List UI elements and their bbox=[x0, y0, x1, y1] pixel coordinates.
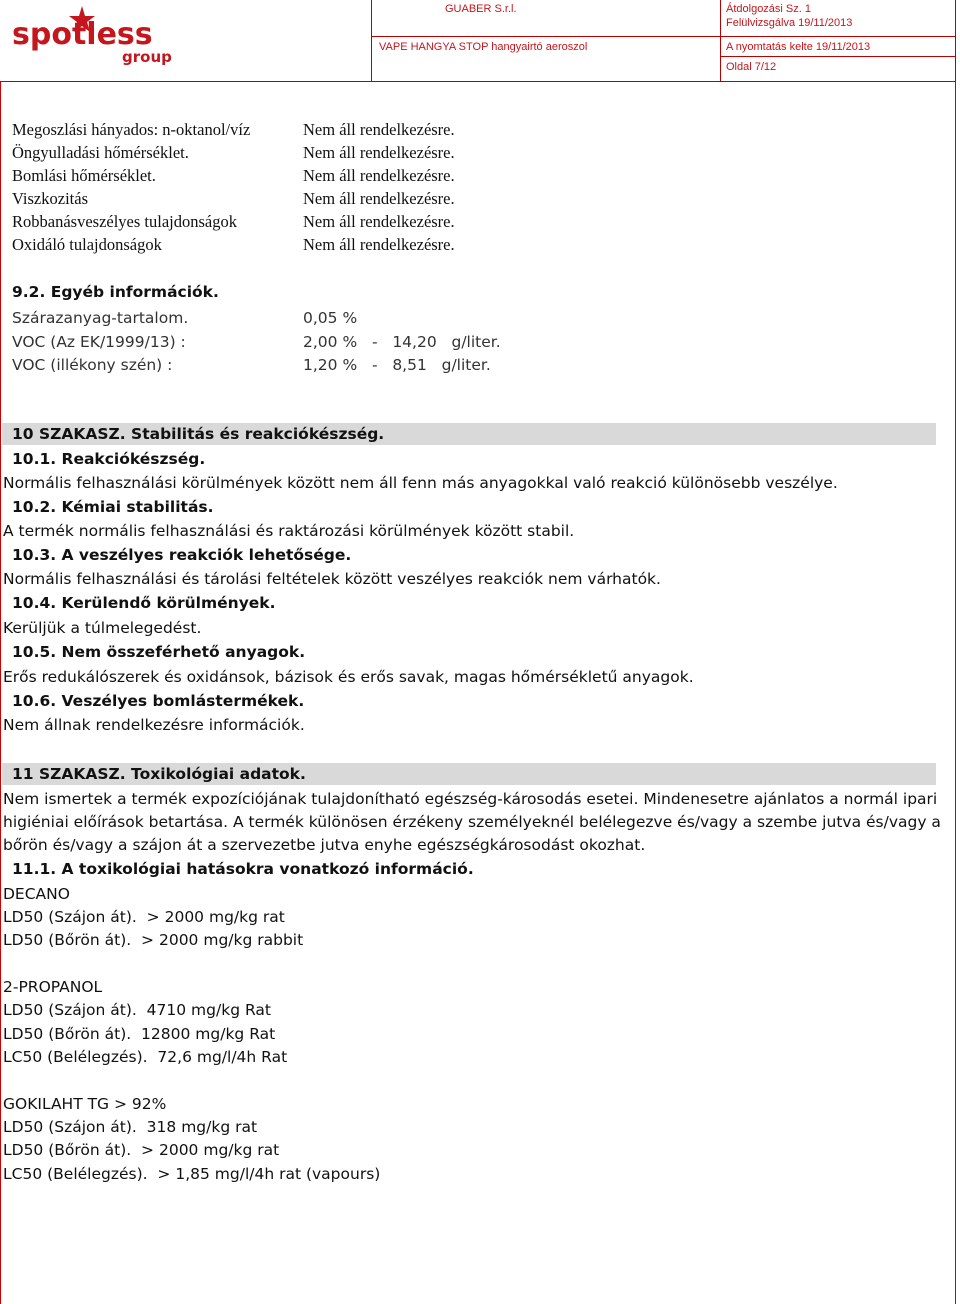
property-value: Nem áll rendelkezésre. bbox=[303, 120, 455, 139]
substance-name: GOKILAHT TG > 92% bbox=[3, 1095, 167, 1113]
property-value: Nem áll rendelkezésre. bbox=[303, 212, 455, 231]
subsection-text: Kerüljük a túlmelegedést. bbox=[3, 619, 202, 637]
other-info-label: Szárazanyag-tartalom. bbox=[12, 309, 189, 327]
property-value: Nem áll rendelkezésre. bbox=[303, 235, 455, 254]
print-date: A nyomtatás kelte 19/11/2013 bbox=[726, 41, 871, 53]
section-10-title: 10 SZAKASZ. Stabilitás és reakciókészség. bbox=[12, 425, 385, 443]
tox-value: LD50 (Szájon át). 318 mg/kg rat bbox=[3, 1118, 258, 1136]
subsection-text: Normális felhasználási és tárolási feltételek között veszélyes reakciók nem várhatók. bbox=[3, 570, 661, 588]
tox-value: LC50 (Belélegzés). > 1,85 mg/l/4h rat (vapours) bbox=[3, 1165, 381, 1183]
property-label: Viszkozitás bbox=[12, 189, 88, 208]
tox-intro-line: bőrön és/vagy a szájon át a szervezetbe jutva enyhe egészségkárosodást okozhat. bbox=[3, 836, 646, 854]
product-name: VAPE HANGYA STOP hangyairtó aeroszol bbox=[379, 41, 588, 53]
other-info-value: 2,00 % - 14,20 g/liter. bbox=[303, 333, 501, 351]
other-info-value: 1,20 % - 8,51 g/liter. bbox=[303, 356, 491, 374]
property-label: Bomlási hőmérséklet. bbox=[12, 166, 156, 185]
subsection-heading: 10.5. Nem összeférhető anyagok. bbox=[12, 643, 306, 661]
subsection-heading: 10.6. Veszélyes bomlástermékek. bbox=[12, 692, 305, 710]
logo-wordmark: spotless bbox=[12, 17, 153, 52]
subsection-text: Nem állnak rendelkezésre információk. bbox=[3, 716, 305, 734]
tox-intro-line: higiéniai előírások betartása. A termék különösen érzékeny személyeknél belélegezve és/vagy a szembe jutva és/vagy a bbox=[3, 813, 941, 831]
section-11-title: 11 SZAKASZ. Toxikológiai adatok. bbox=[12, 765, 306, 783]
other-info-label: VOC (Az EK/1999/13) : bbox=[12, 333, 186, 351]
property-label: Öngyulladási hőmérséklet. bbox=[12, 143, 189, 162]
tox-value: LC50 (Belélegzés). 72,6 mg/l/4h Rat bbox=[3, 1048, 288, 1066]
company-name: GUABER S.r.l. bbox=[445, 3, 517, 15]
property-label: Megoszlási hányados: n-oktanol/víz bbox=[12, 120, 251, 139]
tox-value: LD50 (Szájon át). 4710 mg/kg Rat bbox=[3, 1001, 271, 1019]
subsection-heading: 10.3. A veszélyes reakciók lehetősége. bbox=[12, 546, 352, 564]
page-header bbox=[0, 0, 955, 82]
spotless-logo bbox=[10, 4, 175, 66]
tox-intro-line: Nem ismertek a termék expozíciójának tulajdonítható egészség-károsodás esetei. Mindenesetre ajánlatos a normál ipari bbox=[3, 790, 938, 808]
tox-value: LD50 (Bőrön át). > 2000 mg/kg rat bbox=[3, 1141, 280, 1159]
substance-name: DECANO bbox=[3, 885, 70, 903]
tox-value: LD50 (Szájon át). > 2000 mg/kg rat bbox=[3, 908, 285, 926]
other-info-value: 0,05 % bbox=[303, 309, 358, 327]
property-value: Nem áll rendelkezésre. bbox=[303, 143, 455, 162]
subsection-heading: 10.2. Kémiai stabilitás. bbox=[12, 498, 214, 516]
property-label: Robbanásveszélyes tulajdonságok bbox=[12, 212, 237, 231]
tox-subheading: 11.1. A toxikológiai hatásokra vonatkozó információ. bbox=[12, 860, 474, 878]
property-value: Nem áll rendelkezésre. bbox=[303, 166, 455, 185]
property-value: Nem áll rendelkezésre. bbox=[303, 189, 455, 208]
other-info-heading: 9.2. Egyéb információk. bbox=[12, 283, 219, 301]
logo-subtext: group bbox=[122, 48, 172, 66]
other-info-label: VOC (illékony szén) : bbox=[12, 356, 173, 374]
subsection-text: A termék normális felhasználási és raktározási körülmények között stabil. bbox=[3, 522, 575, 540]
substance-name: 2-PROPANOL bbox=[3, 978, 103, 996]
subsection-text: Erős redukálószerek és oxidánsok, bázisok és erős savak, magas hőmérsékletű anyagok. bbox=[3, 668, 694, 686]
page-number: Oldal 7/12 bbox=[726, 61, 777, 73]
property-label: Oxidáló tulajdonságok bbox=[12, 235, 162, 254]
revision-number: Átdolgozási Sz. 1 bbox=[726, 3, 811, 15]
subsection-text: Normális felhasználási körülmények között nem áll fenn más anyagokkal való reakció különösebb veszélye. bbox=[3, 474, 838, 492]
review-date: Felülvizsgálva 19/11/2013 bbox=[726, 17, 853, 29]
tox-value: LD50 (Bőrön át). 12800 mg/kg Rat bbox=[3, 1025, 276, 1043]
subsection-heading: 10.4. Kerülendő körülmények. bbox=[12, 594, 276, 612]
subsection-heading: 10.1. Reakciókészség. bbox=[12, 450, 206, 468]
tox-value: LD50 (Bőrön át). > 2000 mg/kg rabbit bbox=[3, 931, 304, 949]
